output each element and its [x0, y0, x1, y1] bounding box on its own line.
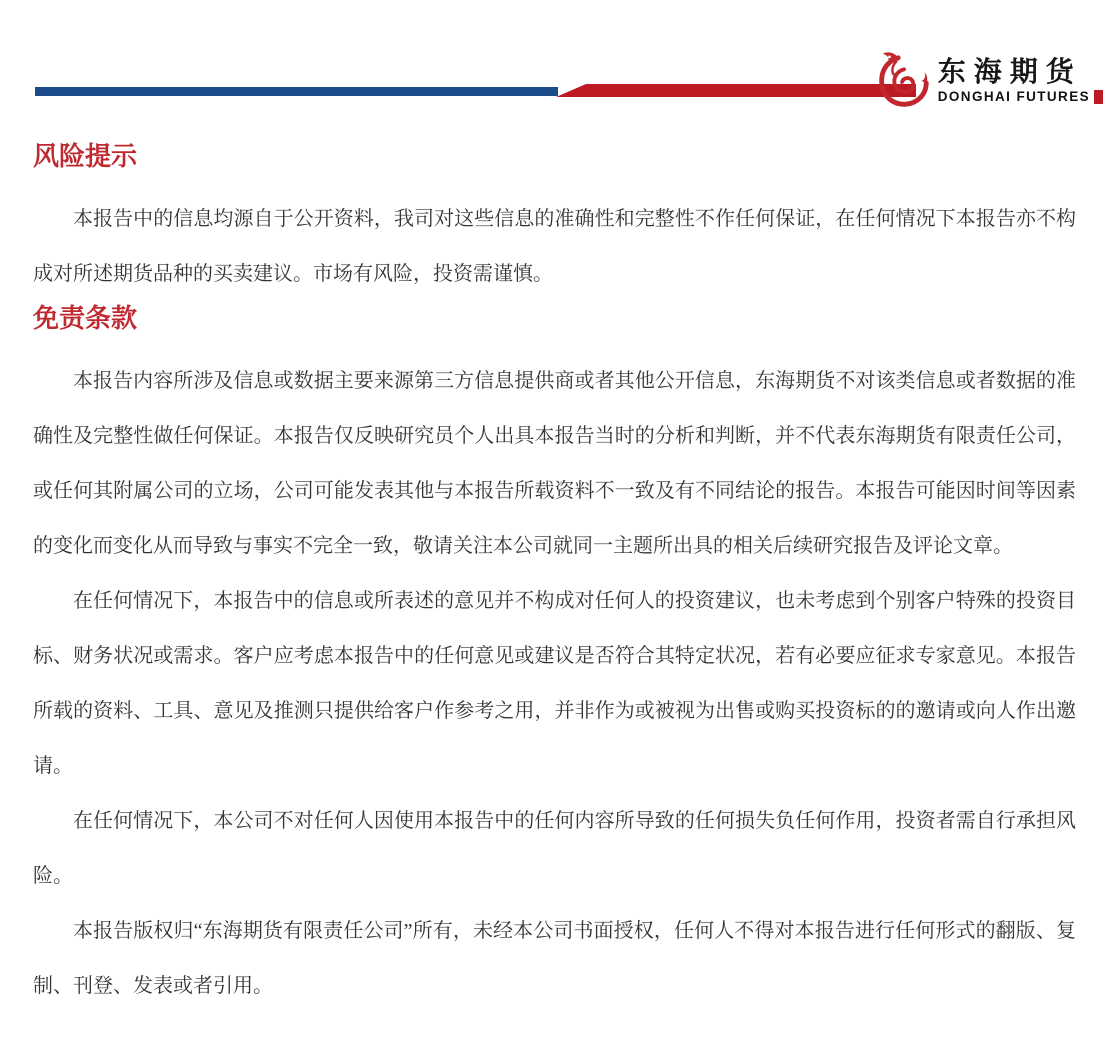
disclaimer-paragraph-4: 本报告版权归“东海期货有限责任公司”所有，未经本公司书面授权，任何人不得对本报告进行任何形式的翻版、复制、刊登、发表或者引用。 — [33, 920, 1076, 997]
logo-chinese-name: 东海期货 — [937, 56, 1082, 88]
disclaimer-paragraph-1: 本报告内容所涉及信息或数据主要来源第三方信息提供商或者其他公开信息，东海期货不对该类信息或者数据的准确性及完整性做任何保证。本报告仅反映研究员个人出具本报告当时的分析和判断，并不代表东海期货有限责任公司，或任何其附属公司的立场，公司可能发表其他与本报告所载资料不一致及有不同结论的报告。本报告可能因时间等因素的变化而变化从而导致与事实不完全一致，敬请关注本公司就同一主题所出具的相关后续研究报告及评论文章。 — [33, 370, 1076, 557]
company-logo — [875, 50, 1103, 112]
page-header — [0, 0, 1109, 140]
disclaimer-paragraph-3: 在任何情况下，本公司不对任何人因使用本报告中的任何内容所导致的任何损失负任何作用，投资者需自行承担风险。 — [33, 810, 1076, 887]
dragon-circle-icon — [875, 50, 933, 112]
logo-text-block — [938, 58, 1103, 104]
logo-english-row — [938, 90, 1103, 104]
risk-warning-paragraph: 本报告中的信息均源自于公开资料，我司对这些信息的准确性和完整性不作任何保证，在任何情况下本报告亦不构成对所述期货品种的买卖建议。市场有风险，投资需谨慎。 — [33, 208, 1076, 285]
disclaimer-paragraph-2: 在任何情况下，本报告中的信息或所表述的意见并不构成对任何人的投资建议，也未考虑到个别客户特殊的投资目标、财务状况或需求。客户应考虑本报告中的任何意见或建议是否符合其特定状况，若有必要应征求专家意见。本报告所载的资料、工具、意见及推测只提供给客户作参考之用，并非作为或被视为出售或购买投资标的的邀请或向人作出邀请。 — [33, 590, 1076, 777]
disclaimer-heading: 免责条款 — [33, 304, 138, 333]
logo-english-name: DONGHAI FUTURES — [937, 89, 1090, 105]
document-body — [0, 140, 1109, 1014]
divider-red-segment — [556, 84, 916, 97]
divider-blue-segment — [35, 87, 558, 96]
risk-warning-heading: 风险提示 — [33, 142, 138, 171]
logo-red-square — [1094, 90, 1103, 104]
